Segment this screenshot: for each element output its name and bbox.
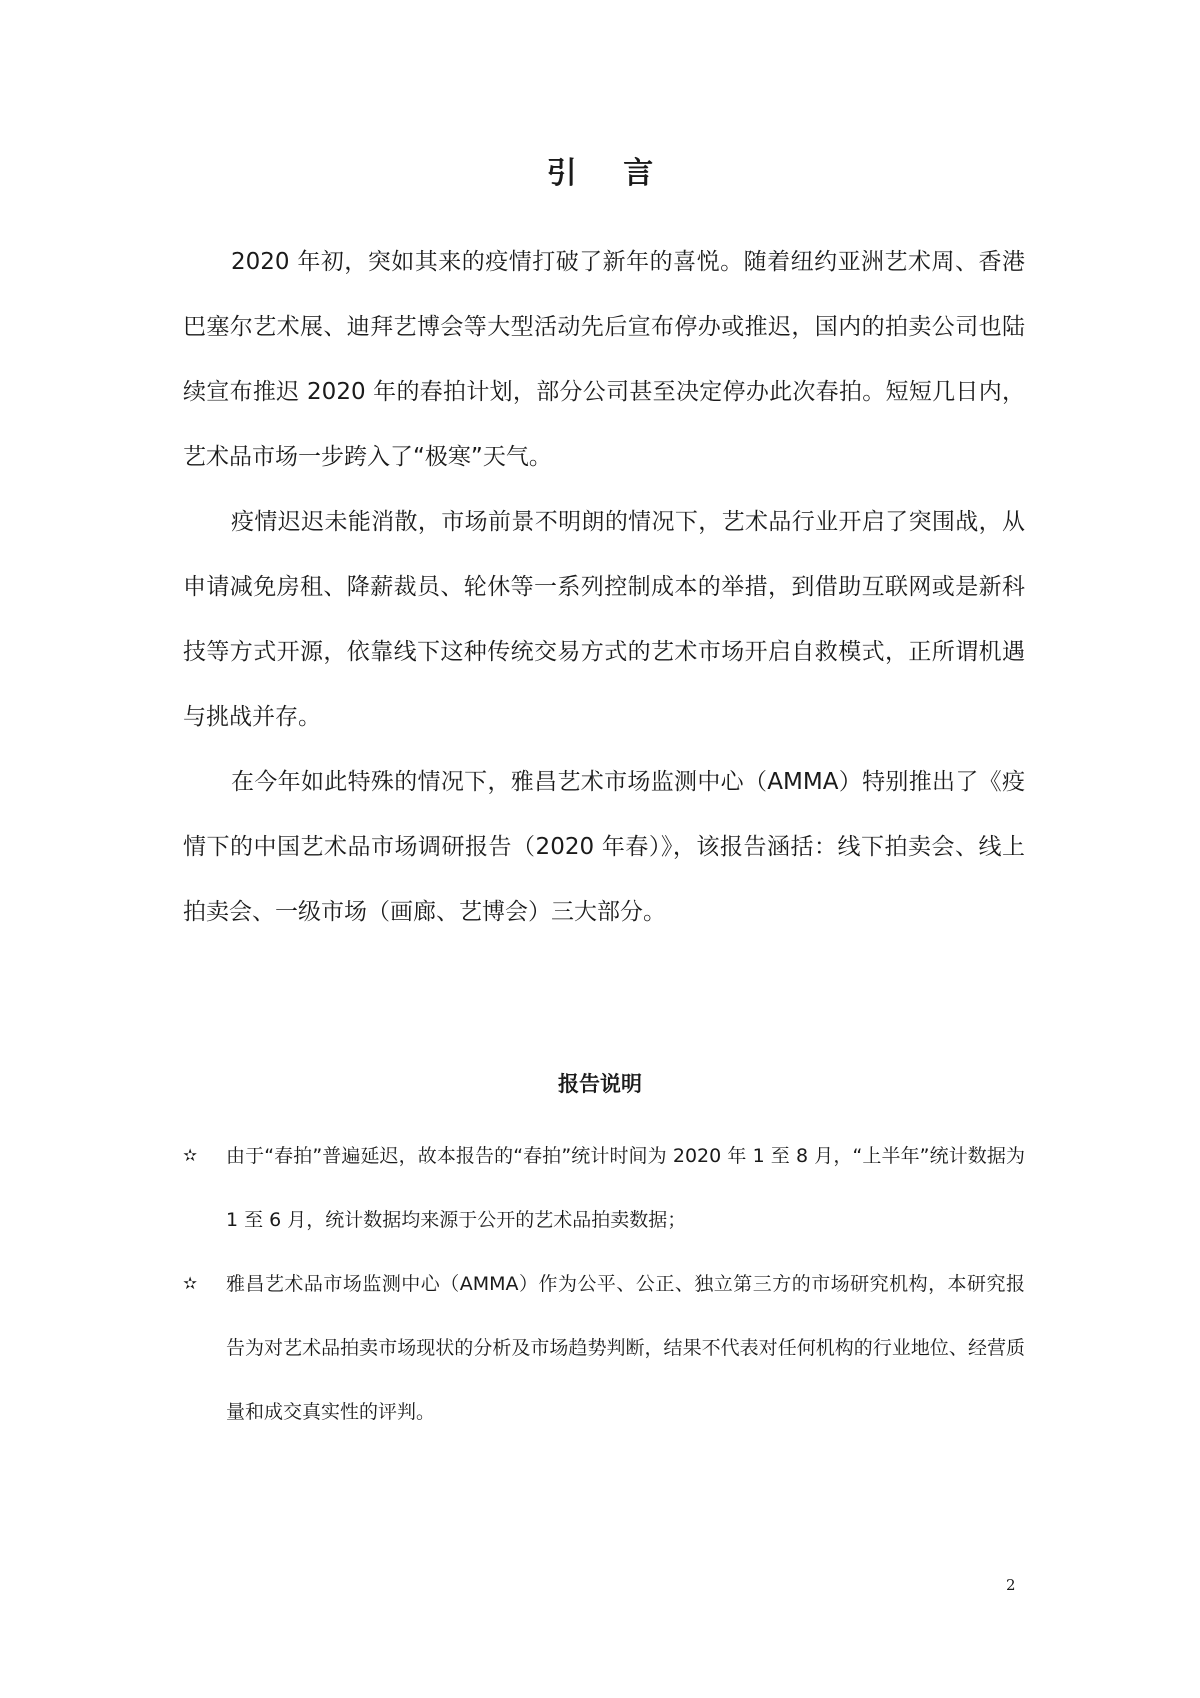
star-icon: ✫ <box>183 1274 198 1294</box>
report-notes-title: 报告说明 <box>558 1072 642 1096</box>
report-note-item <box>183 1252 1025 1444</box>
report-note-item <box>183 1124 1025 1252</box>
report-note-text: 由于“春拍”普遍延迟，故本报告的“春拍”统计时间为 2020 年 1 至 8 月，“上半年”统计数据为 1 至 6 月，统计数据均来源于公开的艺术品拍卖数据； <box>226 1145 1025 1231</box>
intro-paragraph: 在今年如此特殊的情况下，雅昌艺术市场监测中心（AMMA）特别推出了《疫情下的中国艺术品市场调研报告（2020 年春）》，该报告涵括：线下拍卖会、线上拍卖会、一级市场（画廊、艺博会）三大部分。 <box>183 769 1025 925</box>
page-number: 2 <box>1006 1576 1016 1594</box>
page-title: 引 言 <box>546 156 672 191</box>
intro-paragraph: 2020 年初，突如其来的疫情打破了新年的喜悦。随着纽约亚洲艺术周、香港巴塞尔艺术展、迪拜艺博会等大型活动先后宣布停办或推迟，国内的拍卖公司也陆续宣布推迟 2020 年的春拍计划，部分公司甚至决定停办此次春拍。短短几日内，艺术品市场一步跨入了“极寒”天气。 <box>183 249 1025 470</box>
report-note-text: 雅昌艺术品市场监测中心（AMMA）作为公平、公正、独立第三方的市场研究机构，本研究报告为对艺术品拍卖市场现状的分析及市场趋势判断，结果不代表对任何机构的行业地位、经营质量和成交真实性的评判。 <box>226 1273 1025 1423</box>
star-icon: ✫ <box>183 1146 198 1166</box>
report-notes-list <box>183 1124 1025 1444</box>
intro-section <box>183 230 1025 945</box>
intro-paragraph: 疫情迟迟未能消散，市场前景不明朗的情况下，艺术品行业开启了突围战，从申请减免房租、降薪裁员、轮休等一系列控制成本的举措，到借助互联网或是新科技等方式开源，依靠线下这种传统交易方式的艺术市场开启自救模式，正所谓机遇与挑战并存。 <box>183 509 1025 730</box>
